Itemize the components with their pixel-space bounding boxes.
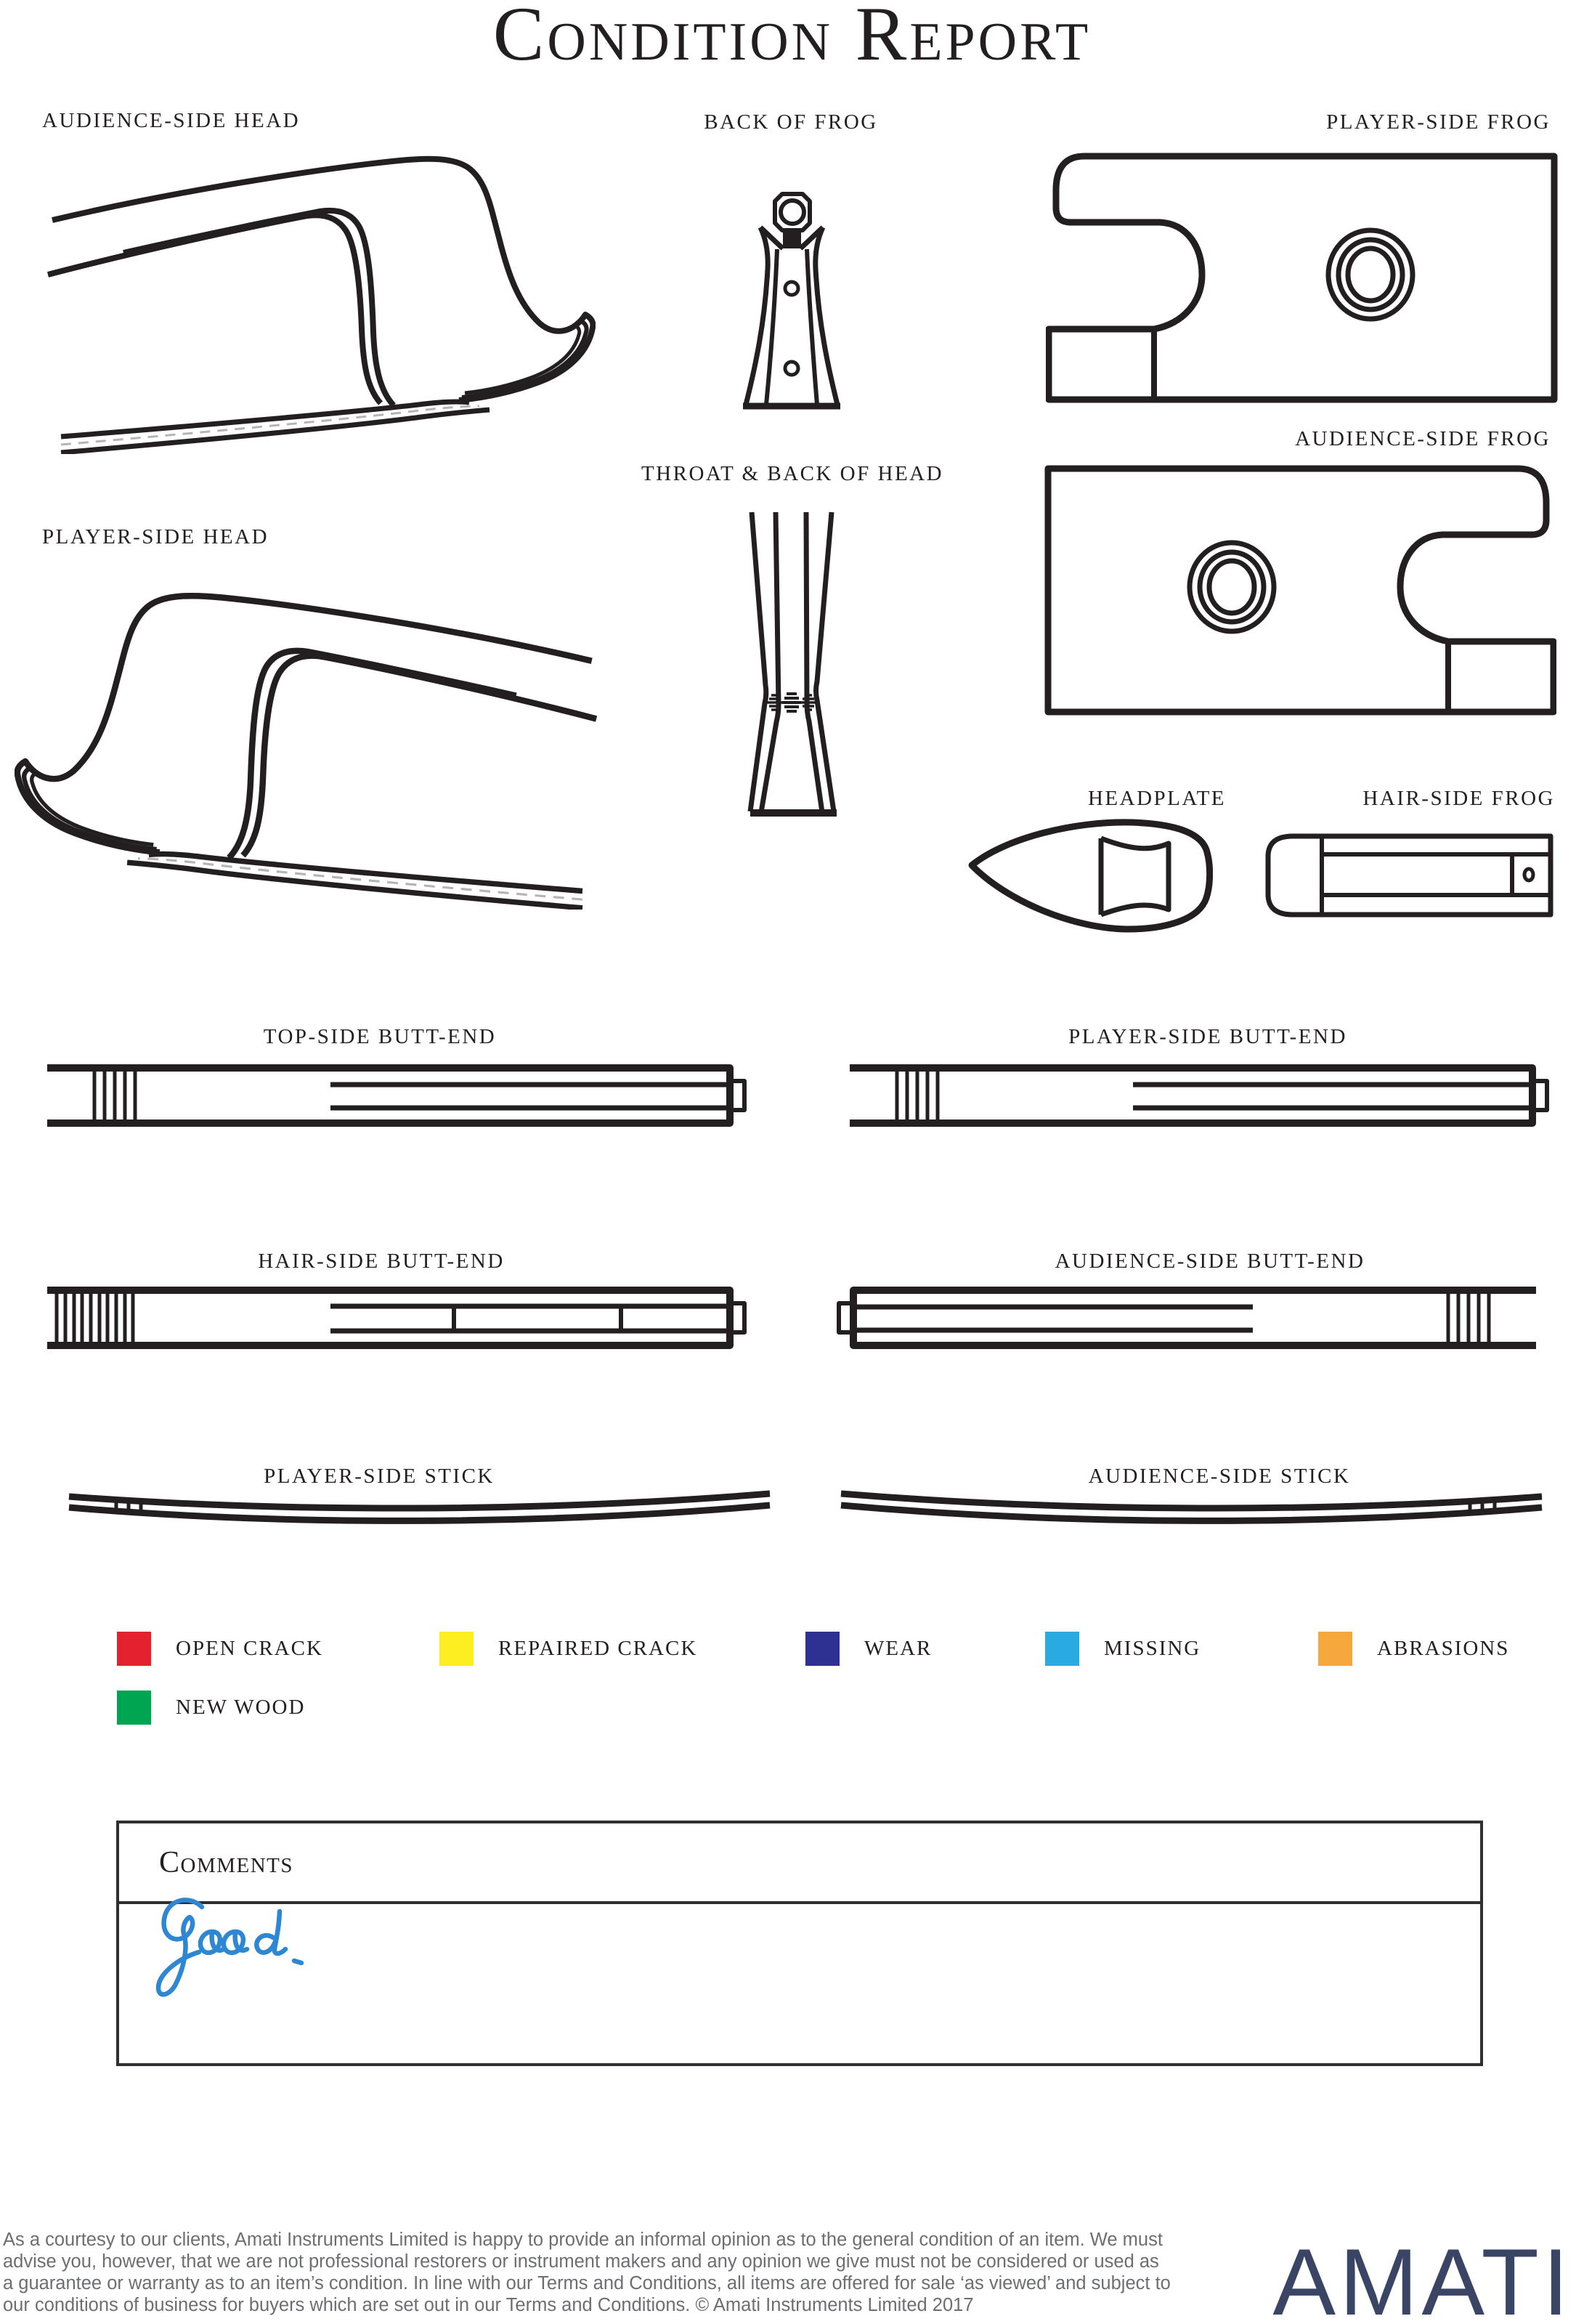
handwritten-comment-good bbox=[145, 1891, 312, 2015]
legend-label: MISSING bbox=[1104, 1636, 1201, 1660]
legend-item-repaired-crack bbox=[439, 1631, 697, 1666]
label-audience-side-head: AUDIENCE-SIDE HEAD bbox=[42, 109, 301, 132]
player-side-head-drawing bbox=[15, 578, 632, 910]
legend-label: OPEN CRACK bbox=[176, 1636, 323, 1660]
comments-box bbox=[116, 1821, 1483, 2066]
label-player-side-head: PLAYER-SIDE HEAD bbox=[42, 525, 269, 548]
label-headplate: HEADPLATE bbox=[1087, 787, 1227, 810]
legend-item-wear bbox=[805, 1631, 932, 1666]
label-player-side-butt-end: PLAYER-SIDE BUTT-END bbox=[1068, 1025, 1347, 1048]
audience-side-frog-drawing bbox=[1044, 465, 1556, 716]
legend-label: ABRASIONS bbox=[1377, 1636, 1510, 1660]
comments-field[interactable] bbox=[119, 1904, 1480, 2063]
legend-label: WEAR bbox=[864, 1636, 933, 1660]
label-hair-side-frog: HAIR-SIDE FROG bbox=[1362, 787, 1555, 810]
abrasions-swatch bbox=[1318, 1632, 1352, 1666]
legend-label: NEW WOOD bbox=[176, 1695, 306, 1719]
label-audience-side-stick: AUDIENCE-SIDE STICK bbox=[1088, 1465, 1351, 1488]
disclaimer-line: our conditions of business for buyers which are set out in our Terms and Conditions. © Amati Instruments Limited 2017 bbox=[3, 2295, 974, 2315]
label-audience-side-frog: AUDIENCE-SIDE FROG bbox=[1295, 427, 1551, 450]
label-player-side-frog: PLAYER-SIDE FROG bbox=[1326, 110, 1551, 134]
label-hair-side-butt-end: HAIR-SIDE BUTT-END bbox=[258, 1250, 505, 1273]
player-side-frog-drawing bbox=[1046, 153, 1558, 403]
hair-side-butt-end-drawing bbox=[25, 1284, 748, 1351]
repaired-crack-swatch bbox=[439, 1632, 474, 1666]
label-throat-back-of-head: THROAT & BACK OF HEAD bbox=[641, 462, 944, 485]
legend-label: REPAIRED CRACK bbox=[498, 1636, 698, 1660]
audience-side-stick-drawing bbox=[834, 1489, 1582, 1527]
disclaimer-line: As a courtesy to our clients, Amati Instruments Limited is happy to provide an informal opinion as to the general condition of an item. We must bbox=[3, 2230, 1163, 2250]
legend-item-missing bbox=[1045, 1631, 1201, 1666]
throat-back-of-head-drawing bbox=[744, 507, 842, 818]
top-side-butt-end-drawing bbox=[25, 1062, 748, 1129]
disclaimer-line: advise you, however, that we are not professional restorers or instrument makers and any opinion we give must not be considered or used as bbox=[3, 2251, 1159, 2272]
comments-label: Comments bbox=[159, 1845, 294, 1879]
back-of-frog-drawing bbox=[737, 185, 846, 418]
label-player-side-stick: PLAYER-SIDE STICK bbox=[264, 1465, 495, 1488]
label-top-side-butt-end: TOP-SIDE BUTT-END bbox=[263, 1025, 497, 1048]
player-side-butt-end-drawing bbox=[828, 1062, 1551, 1129]
legend-item-open-crack bbox=[117, 1631, 323, 1666]
new-wood-swatch bbox=[117, 1691, 151, 1725]
amati-logo: AMATI bbox=[1272, 2229, 1572, 2324]
page-title: Condition Report bbox=[492, 0, 1092, 76]
label-back-of-frog: BACK OF FROG bbox=[704, 110, 878, 134]
missing-swatch bbox=[1045, 1632, 1079, 1666]
audience-side-butt-end-drawing bbox=[835, 1284, 1558, 1351]
player-side-stick-drawing bbox=[29, 1489, 777, 1527]
label-audience-side-butt-end: AUDIENCE-SIDE BUTT-END bbox=[1055, 1250, 1365, 1273]
legend-item-abrasions bbox=[1318, 1631, 1509, 1666]
hair-side-frog-drawing bbox=[1264, 833, 1554, 918]
audience-side-head-drawing bbox=[15, 142, 596, 454]
disclaimer-text bbox=[3, 2229, 1194, 2316]
open-crack-swatch bbox=[117, 1632, 151, 1666]
disclaimer-line: a guarantee or warranty as to an item’s condition. In line with our Terms and Conditions, all items are offered for sale ‘as viewed’ and subject to bbox=[3, 2273, 1171, 2293]
comments-header bbox=[119, 1823, 1480, 1904]
legend-item-new-wood bbox=[117, 1690, 305, 1725]
wear-swatch bbox=[805, 1632, 840, 1666]
headplate-drawing bbox=[966, 816, 1213, 938]
